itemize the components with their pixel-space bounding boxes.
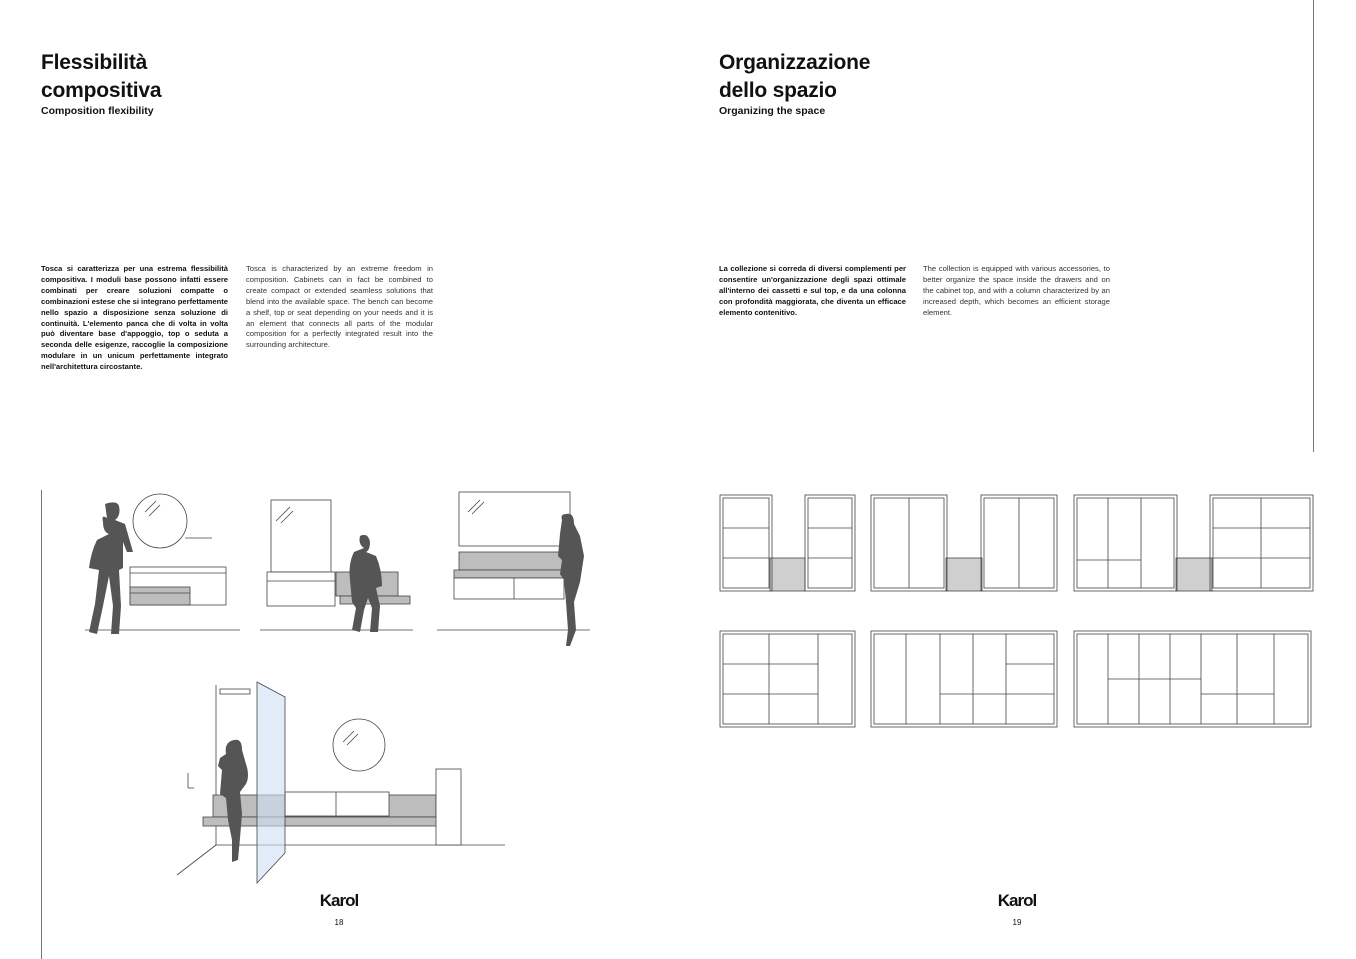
cabinet-elevations bbox=[720, 495, 1313, 727]
page-number: 18 bbox=[334, 918, 344, 927]
brand-logo: Karol bbox=[997, 891, 1037, 910]
english-paragraph: Tosca is characterized by an extreme freedom in composition. Cabinets can in fact be combined to create compact or extended seamless solutions that blend into the available space. The bench can become a shelf, top or seat depending on your needs and it is an element that connects all parts of the modular composition for a perfectly integrated result into the surrounding architecture. bbox=[246, 264, 433, 350]
scene-shower-bench bbox=[177, 682, 505, 883]
title-line: compositiva bbox=[41, 79, 162, 102]
page-subtitle: Organizing the space bbox=[719, 105, 826, 117]
italian-paragraph: Tosca si caratterizza per una estrema flessibilità compositiva. I moduli base possono infatti essere combinati per creare soluzioni compatte o combinazioni estese che si integrano perfettamente nello spazio a disposizione senza soluzione di continuità. L'elemento panca che di volta in volta può diventare base d'appoggio, top o seduta a seconda delle esigenze, raccoglie la composizione modulare in un unicum perfettamente integrato nell'architettura circostante. bbox=[41, 264, 228, 372]
title-line: Flessibilità bbox=[41, 51, 148, 74]
title-line: Organizzazione bbox=[719, 51, 871, 74]
page-subtitle: Composition flexibility bbox=[41, 105, 154, 117]
brand-logo: Karol bbox=[319, 891, 359, 910]
scene-seated-man-bench bbox=[260, 500, 413, 632]
scene-standing-woman-cabinet bbox=[437, 492, 590, 646]
english-paragraph: The collection is equipped with various accessories, to better organize the space inside the drawers and on the cabinet top, and with a column characterized by an increased depth, which becomes an efficient storage element. bbox=[923, 264, 1110, 317]
page-number: 19 bbox=[1012, 918, 1022, 927]
italian-paragraph: La collezione si correda di diversi complementi per consentire un'organizzazione degli spazi ottimale all'interno dei cassetti e sul top, e da una colonna con profondità maggiorata, che diventa un efficace elemento contenitivo. bbox=[719, 264, 906, 317]
title-line: dello spazio bbox=[719, 79, 837, 102]
scene-standing-woman-mirror bbox=[85, 494, 240, 634]
